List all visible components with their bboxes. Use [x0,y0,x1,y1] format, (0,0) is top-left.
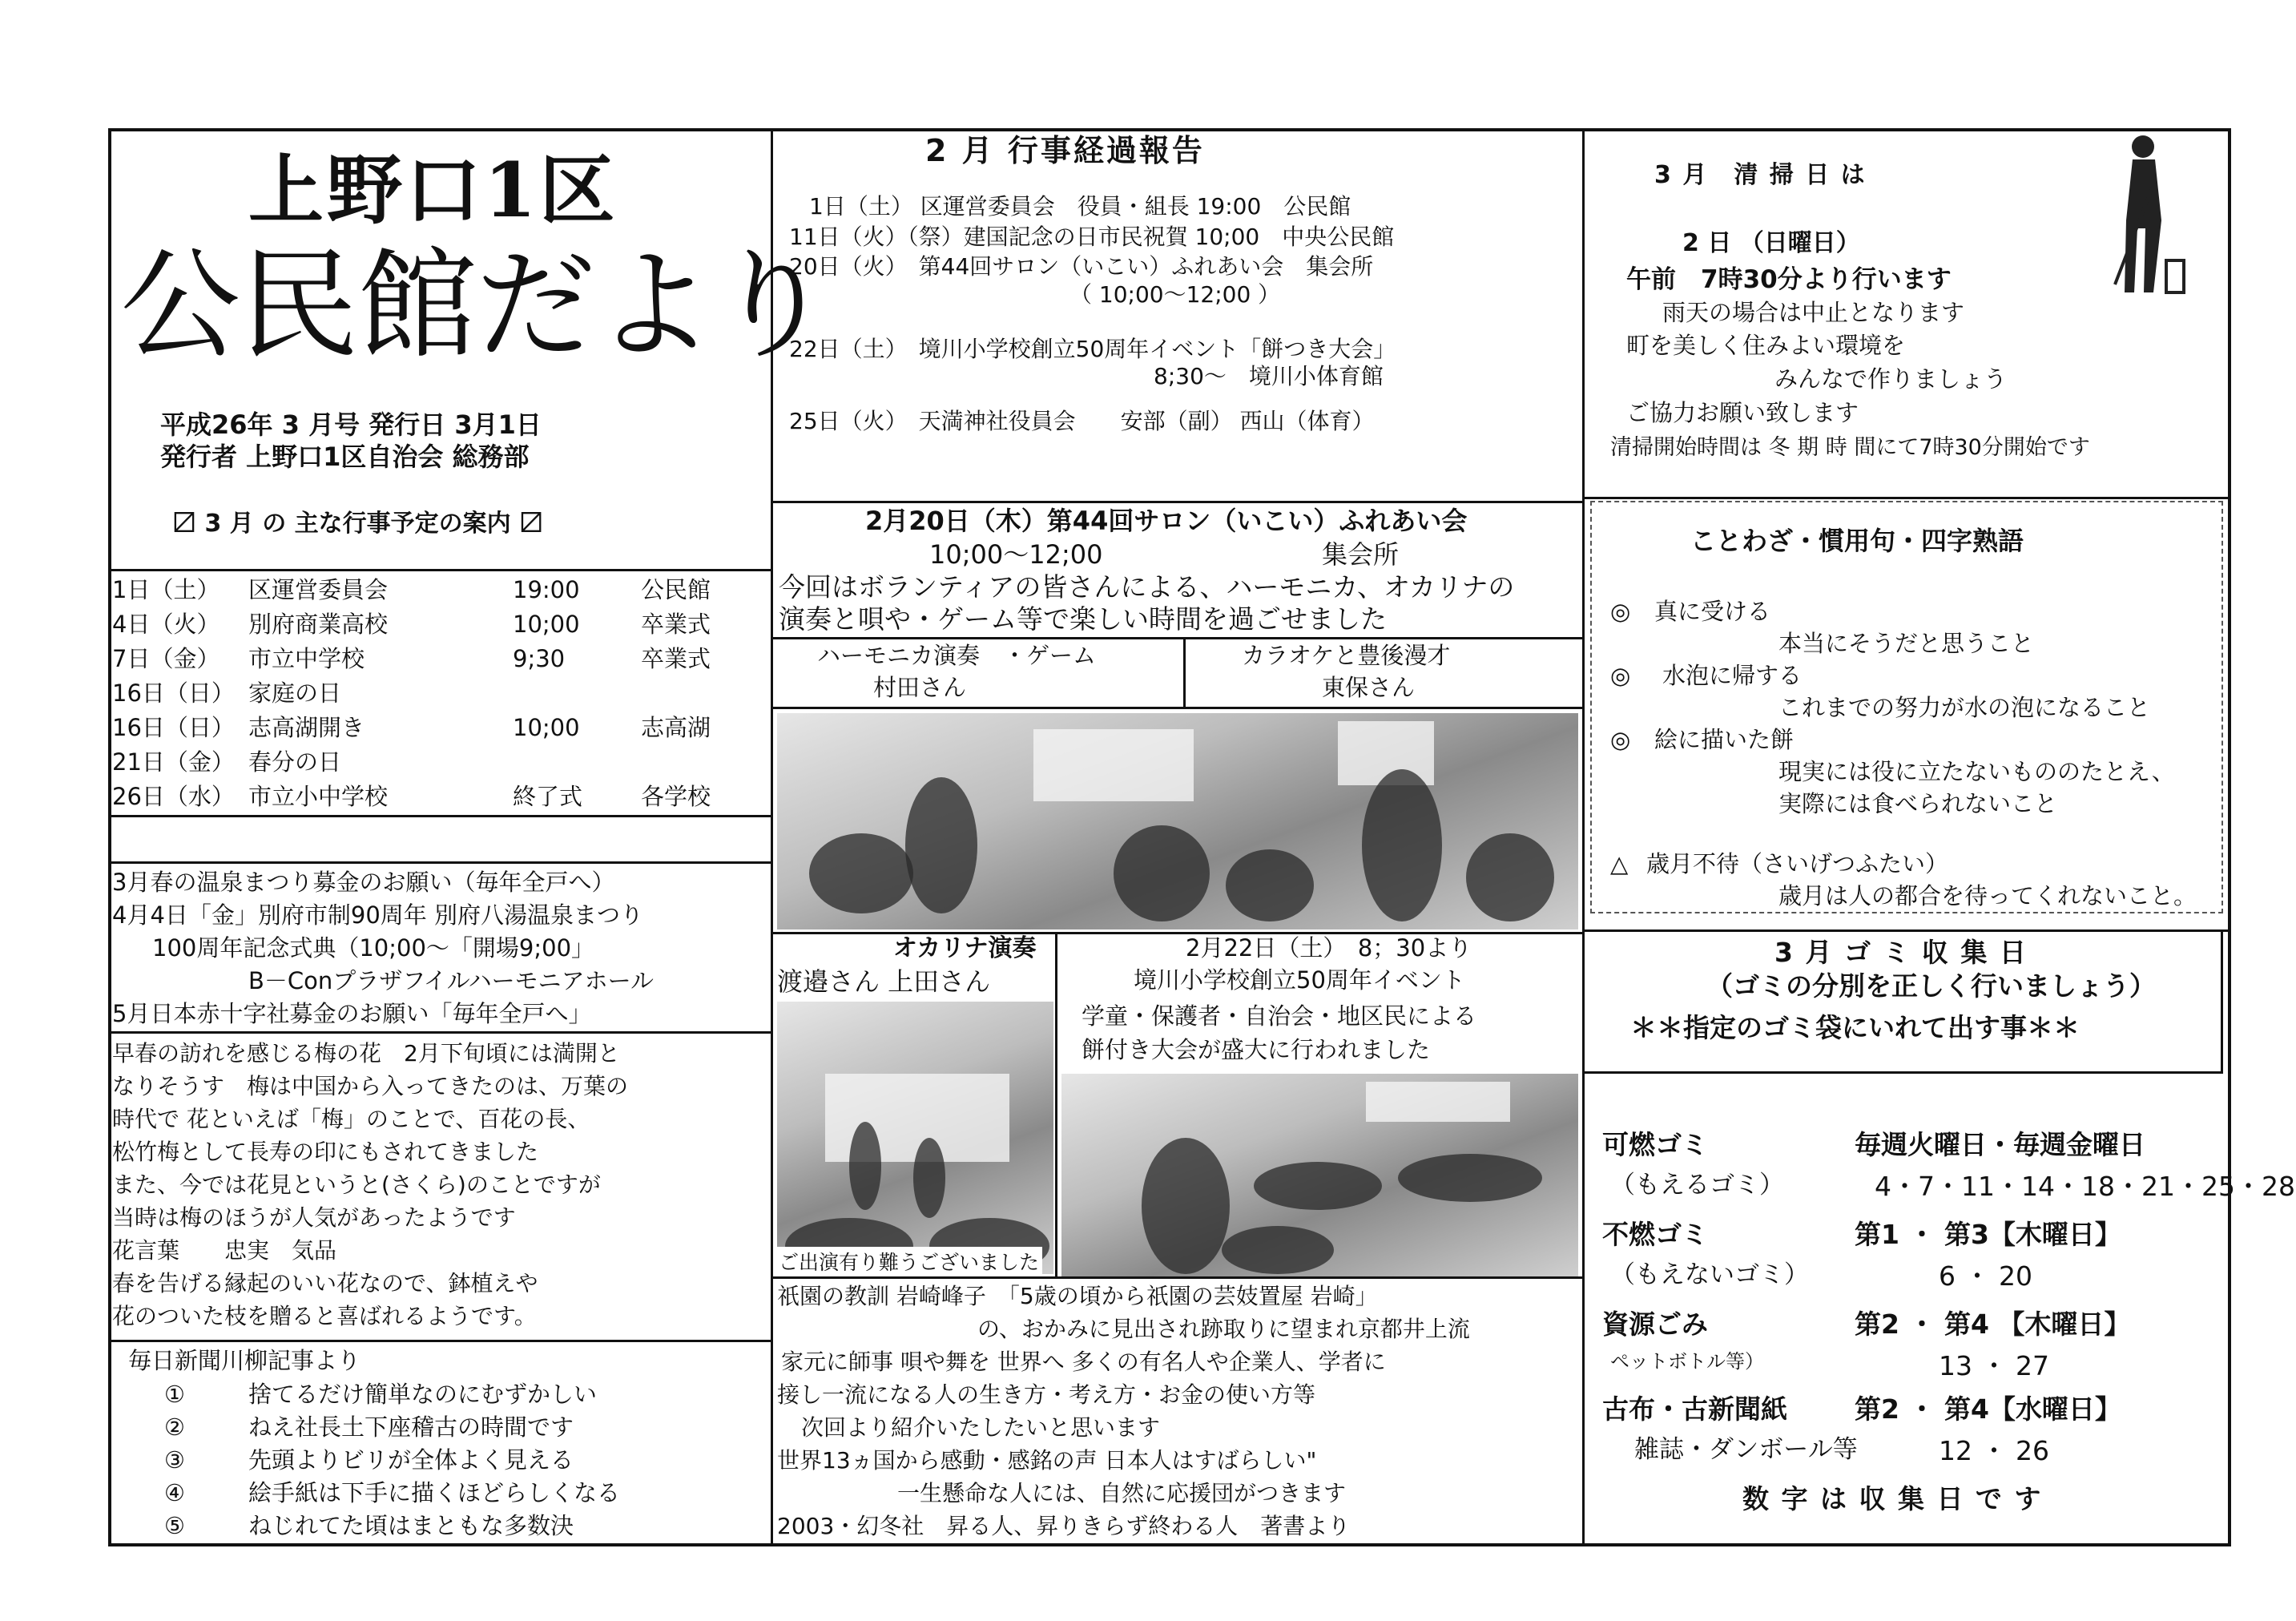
event-time: 10;00 [513,611,580,638]
plum-essay-line: 花言葉 忠実 気品 [112,1237,337,1264]
mochi-line-1: 2月22日（土） 8；30より [1186,934,1472,962]
donation-note: B－Conプラザフイルハーモニアホール [248,967,655,994]
garbage-type: 不燃ゴミ [1602,1219,1708,1250]
proverb-meaning: 現実には役に立たないもののたとえ、 [1778,758,2175,785]
salon-body-2: 演奏と唄や・ゲーム等で楽しい時間を過ごせました [779,603,1387,635]
garbage-schedule-text: 毎週火曜日・毎週金曜日 [1855,1129,2145,1160]
feb-report-line: 25日（火） 天満神社役員会 安部（副） 西山（体育） [789,408,1375,434]
sweeper-icon [2099,132,2187,300]
senryu-text: 絵手紙は下手に描くほどらしくなる [248,1479,621,1506]
donation-note: 5月日本赤十字社募金のお願い「毎年全戸へ」 [112,1000,592,1027]
event-name: 別府商業高校 [248,611,389,638]
senryu-number: ② [164,1413,185,1441]
proverb-meaning: 歳月は人の都合を待ってくれないこと。 [1778,882,2197,909]
event-date: 16日（日） [112,714,235,741]
garbage-footer: 数 字 は 収 集 日 で す [1742,1483,2043,1514]
garbage-schedule-text: 第2 ・ 第4 【木曜日】 [1855,1308,2131,1340]
salon-time: 10;00～12;00 [929,539,1103,570]
proverb-term: 歳月不待（さいげつふたい） [1646,850,1949,877]
salon-box [773,501,1582,503]
senryu-text: ねえ社長土下座稽古の時間です [248,1413,574,1441]
salon-place: 集会所 [1322,539,1400,570]
salon-cell2-title: カラオケと豊後漫才 [1242,642,1451,669]
cleaning-day: 2 日 （日曜日） [1682,229,1860,257]
event-date: 7日（金） [112,645,220,672]
salon-cell1-title: ハーモニカ演奏 ・ゲーム [817,642,1097,669]
donation-note: 4月4日「金」別府市制90周年 別府八湯温泉まつり [112,901,644,929]
senryu-number: ③ [164,1446,185,1474]
gion-line: 一生懸命な人には、自然に応援団がつきます [897,1480,1347,1506]
mochi-photo [1061,1074,1578,1276]
gion-line: 次回より紹介いたしたいと思います [801,1414,1161,1441]
march-events-heading: 〼 3 月 の 主な行事予定の案内 〼 [172,510,544,538]
donation-note: 100周年記念式典（10;00～「開場9;00」 [152,934,595,962]
event-date: 16日（日） [112,679,235,707]
gion-box [773,1276,1582,1279]
event-place: 志高湖 [641,714,711,741]
plum-essay-line: また、今では花見というと(さくら)のことですが [112,1171,601,1198]
event-place: 各学校 [641,783,711,810]
event-name: 市立中学校 [248,645,365,672]
proverb-term: 絵に描いた餅 [1654,726,1795,753]
garbage-type: 古布・古新聞紙 [1602,1393,1787,1425]
garbage-schedule-text: 第1 ・ 第3【木曜日】 [1855,1219,2121,1250]
senryu-text: 捨てるだけ簡単なのにむずかしい [248,1381,598,1408]
gion-line: 家元に師事 唄や舞を 世界へ 多くの有名人や企業人、学者に [781,1349,1386,1375]
salon-heading: 2月20日（木）第44回サロン（いこい）ふれあい会 [865,506,1468,536]
event-name: 市立小中学校 [248,783,389,810]
garbage-schedule-text: 第2 ・ 第4【水曜日】 [1855,1393,2121,1425]
event-time: 10;00 [513,714,580,741]
plum-essay-line: 当時は梅のほうが人気があったようです [112,1204,516,1231]
salon-cell2-name: 東保さん [1322,674,1416,701]
feb-report-heading: 2 月 行事経過報告 [925,133,1205,168]
garbage-rule: ＊＊指定のゴミ袋にいれて出す事＊＊ [1630,1012,2080,1043]
garbage-heading: 3 月 ゴ ミ 収 集 日 [1774,937,2028,968]
proverbs-top [1582,497,2231,499]
garbage-note: （もえるゴミ） [1610,1171,1784,1200]
ocarina-names: 渡邉さん 上田さん [777,966,991,997]
cleaning-note-1: 雨天の場合は中止となります [1662,299,1965,326]
feb-report-line: 8;30～ 境川小体育館 [1154,363,1384,389]
cleaning-time: 午前 7時30分より行います [1626,265,1952,294]
event-date: 26日（水） [112,783,235,810]
proverb-mark: ◎ [1610,726,1631,753]
salon-cell1-name: 村田さん [873,674,967,701]
mochi-line-2: 境川小学校創立50周年イベント [1134,966,1465,994]
garbage-type: 資源ごみ [1602,1308,1708,1340]
event-place: 卒業式 [641,645,711,672]
garbage-days: 6 ・ 20 [1939,1260,2032,1292]
cleaning-note-5: 清掃開始時間は 冬 期 時 間にて7時30分開始です [1610,435,2090,460]
ocarina-photo [777,1002,1053,1274]
garbage-note: （もえないゴミ） [1610,1260,1809,1289]
publisher: 発行者 上野口1区自治会 総務部 [160,442,530,472]
event-place: 卒業式 [641,611,711,638]
salon-body-1: 今回はボランティアの皆さんによる、ハーモニカ、オカリナの [779,571,1515,603]
event-name: 家庭の日 [248,679,342,707]
feb-report-line: 22日（土） 境川小学校創立50周年イベント「餅つき大会」 [789,336,1396,362]
proverb-meaning: これまでの努力が水の泡になること [1778,694,2151,721]
senryu-number: ① [164,1381,185,1408]
proverb-mark: △ [1610,850,1629,877]
proverbs-heading: ことわざ・慣用句・四字熟語 [1690,526,2024,556]
ocarina-caption: ご出演有り難うございました [775,1247,1042,1276]
proverb-meaning: 本当にそうだと思うこと [1778,630,2035,657]
plum-essay-line: 花のついた枝を贈ると喜ばれるようです。 [112,1303,537,1329]
cleaning-note-3: みんなで作りましょう [1774,365,2008,393]
gion-line: の、おかみに見出され跡取りに望まれ京都井上流 [977,1316,1470,1342]
cleaning-heading: 3 月 清 掃 日 は [1654,161,1867,189]
district-title: 上野口1区 [248,147,618,235]
event-date: 21日（金） [112,748,235,776]
senryu-number: ⑤ [164,1512,185,1539]
event-name: 志高湖開き [248,714,365,741]
garbage-type: 可燃ゴミ [1602,1129,1708,1160]
garbage-days: 4・7・11・14・18・21・25・28 [1875,1171,2295,1202]
gion-line: 世界13ヵ国から感動・感銘の声 日本人はすばらしい" [777,1447,1317,1474]
garbage-sub: （ゴミの分別を正しく行いましょう） [1706,970,2156,1002]
cleaning-note-2: 町を美しく住みよい環境を [1626,332,1906,359]
newsletter-title: 公民館だより [120,236,832,376]
mochi-line-4: 餅付き大会が盛大に行われました [1082,1036,1431,1063]
event-place: 公民館 [641,576,711,603]
proverb-term: 真に受ける [1654,598,1771,625]
senryu-number: ④ [164,1479,185,1506]
proverb-mark: ◎ [1610,662,1631,689]
event-date: 1日（土） [112,576,220,603]
plum-essay-line: 時代で 花といえば「梅」のことで、百花の長、 [112,1106,590,1132]
garbage-days: 12 ・ 26 [1939,1435,2049,1466]
issue-date: 平成26年 3 月号 発行日 3月1日 [160,409,542,440]
proverb-meaning: 実際には食べられないこと [1778,790,2058,817]
event-name: 春分の日 [248,748,342,776]
feb-report-line: （ 10;00～12;00 ） [1069,281,1281,308]
feb-report-line: 20日（火） 第44回サロン（いこい）ふれあい会 集会所 [789,253,1374,280]
feb-report-line: 11日（火）（祭）建国記念の日市民祝賀 10;00 中央公民館 [789,224,1395,250]
gion-line: 祇園の教訓 岩崎峰子 「5歳の頃から祇園の芸妓置屋 岩崎」 [777,1283,1378,1309]
garbage-note: ペットボトル等） [1610,1350,1764,1373]
event-date: 4日（火） [112,611,220,638]
gion-line: 接し一流になる人の生き方・考え方・お金の使い方等 [777,1381,1316,1408]
mochi-line-3: 学童・保護者・自治会・地区民による [1082,1002,1477,1030]
garbage-days: 13 ・ 27 [1939,1350,2049,1381]
proverb-term: 水泡に帰する [1662,662,1803,689]
plum-essay-line: 春を告げる縁起のいい花なので、鉢植えや [112,1270,538,1296]
plum-essay-line: なりそうす 梅は中国から入ってきたのは、万葉の [112,1073,629,1099]
ocarina-title: オカリナ演奏 [893,934,1037,962]
donation-note: 3月春の温泉まつり募金のお願い（毎年全戸へ） [112,869,615,896]
event-name: 区運営委員会 [248,576,389,603]
senryu-heading: 毎日新聞川柳記事より [128,1347,361,1374]
gion-line: 2003・幻冬社 昇る人、昇りきらず終わる人 著書より [777,1513,1351,1539]
garbage-note: 雑誌・ダンボール等 [1634,1435,1858,1464]
plum-essay-line: 松竹梅として長寿の印にもされてきました [112,1139,539,1165]
cleaning-note-4: ご協力お願い致します [1626,399,1859,426]
event-time: 終了式 [513,783,583,810]
senryu-text: 先頭よりビリが全体よく見える [248,1446,574,1474]
event-time: 19:00 [513,576,580,603]
salon-photo [777,713,1578,929]
event-time: 9;30 [513,645,566,672]
feb-report-line: 1日（土） 区運営委員会 役員・組長 19:00 公民館 [809,193,1351,220]
proverb-mark: ◎ [1610,598,1631,625]
plum-essay-line: 早春の訪れを感じる梅の花 2月下旬頃には満開と [112,1040,620,1067]
senryu-text: ねじれてた頃はまともな多数決 [248,1512,574,1539]
